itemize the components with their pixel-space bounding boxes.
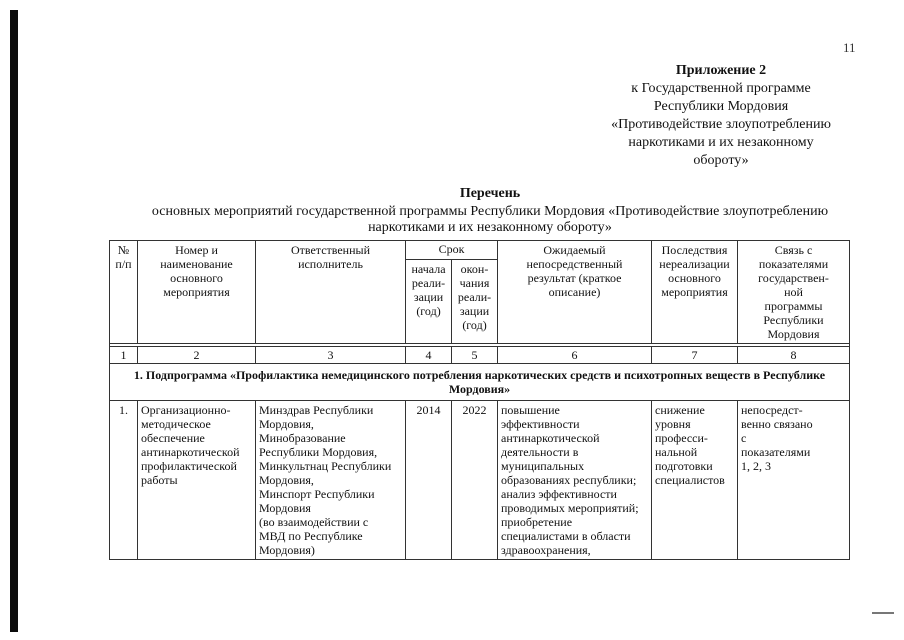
header-term: Срок (406, 241, 498, 260)
header-num: № п/п (110, 241, 138, 344)
row-link: непосредст- венно связано с показателями 1, 2, 3 (738, 401, 850, 560)
table-row (110, 401, 850, 560)
scan-edge (10, 10, 18, 632)
column-number: 5 (452, 347, 498, 364)
column-number: 1 (110, 347, 138, 364)
row-start: 2014 (406, 401, 452, 560)
column-numbers-row (110, 347, 850, 364)
column-number: 3 (256, 347, 406, 364)
row-executor: Минздрав Республики Мордовия, Минобразование Республики Мордовия, Минкультнац Республики Мордовия, Минспорт Республики Мордовия (во взаимодействии с МВД по Республике Мордовия) (256, 401, 406, 560)
row-result: повышение эффективности антинаркотической деятельности в муниципальных образованиях республики; анализ эффективности проводимых мероприятий; приобретение специалистами в области здравоохранения, (498, 401, 652, 560)
column-number: 7 (652, 347, 738, 364)
page-number: 11 (843, 40, 856, 55)
scan-mark (872, 612, 894, 614)
appendix-line: Республики Мордовия (653, 99, 789, 114)
appendix-line: «Противодействие злоупотреблению (611, 117, 831, 132)
header-start: начала реали- зации (год) (406, 260, 452, 344)
appendix-block (590, 62, 852, 170)
column-number: 4 (406, 347, 452, 364)
row-num: 1. (110, 401, 138, 560)
measures-table (109, 240, 850, 560)
column-number: 6 (498, 347, 652, 364)
header-name: Номер и наименование основного мероприятия (138, 241, 256, 344)
header-consequences: Последствия нереализации основного мероприятия (652, 241, 738, 344)
appendix-line: обороту» (693, 153, 749, 168)
section-title: 1. Подпрограмма «Профилактика немедицинского потребления наркотических средств и психотропных веществ в Республике Мордовия» (110, 364, 850, 401)
section-row (110, 364, 850, 401)
row-end: 2022 (452, 401, 498, 560)
appendix-title: Приложение 2 (675, 63, 767, 78)
row-name: Организационно- методическое обеспечение антинаркотической профилактической работы (138, 401, 256, 560)
header-result: Ожидаемый непосредственный результат (краткое описание) (498, 241, 652, 344)
row-consequences: снижение уровня професси- нальной подготовки специалистов (652, 401, 738, 560)
header-row (110, 241, 850, 260)
document-subtitle-line: наркотиками и их незаконному обороту» (368, 220, 612, 235)
header-end: окон- чания реали- зации (год) (452, 260, 498, 344)
header-link: Связь с показателями государствен- ной программы Республики Мордовия (738, 241, 850, 344)
document-title: Перечень (459, 186, 521, 201)
column-number: 2 (138, 347, 256, 364)
header-executor: Ответственный исполнитель (256, 241, 406, 344)
column-number: 8 (738, 347, 850, 364)
appendix-line: наркотиками и их незаконному (628, 135, 814, 150)
document-subtitle (110, 204, 870, 236)
document-subtitle-line: основных мероприятий государственной программы Республики Мордовия «Противодействие злоупотреблению (151, 204, 829, 219)
appendix-line: к Государственной программе (631, 81, 811, 96)
